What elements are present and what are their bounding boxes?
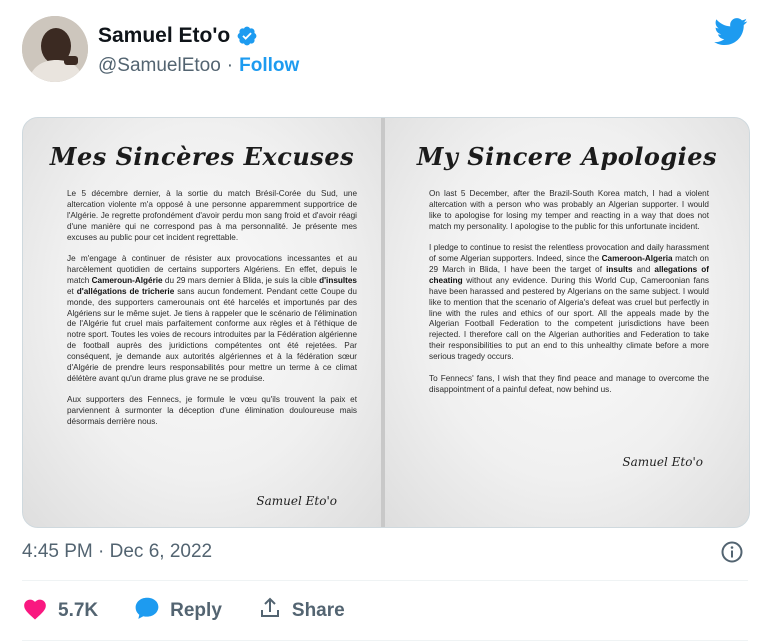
reply-label: Reply (170, 600, 222, 621)
heart-icon (22, 596, 48, 626)
author-name-row (98, 24, 258, 48)
divider (22, 640, 748, 641)
separator-dot: · (226, 55, 234, 76)
twitter-bird-icon[interactable] (714, 18, 748, 51)
statement-title-french: Mes Sincères Excuses (49, 142, 355, 171)
share-icon (258, 596, 282, 626)
verified-badge-icon (236, 25, 258, 47)
paragraph: On last 5 December, after the Brazil-South Korea match, I had a violent altercation with a person who was probably an Algerian supporter. I would like to apologise for losing my temper and reacting in a way that does not match my personality. I apologise to the public for this unfortunate incident. (429, 189, 709, 231)
share-button[interactable] (258, 596, 345, 626)
like-button[interactable] (22, 596, 98, 626)
tweet-actions (22, 596, 381, 626)
statement-title-english: My Sincere Apologies (416, 142, 718, 171)
avatar[interactable] (22, 16, 88, 82)
author-name[interactable]: Samuel Eto'o (98, 24, 231, 47)
author-handle[interactable]: @SamuelEtoo (98, 55, 221, 76)
info-icon[interactable] (720, 540, 744, 569)
paragraph: Aux supporters des Fennecs, je formule le vœu qu'ils trouvent la paix et parviennent à surmonter la déception d'une élimination douloureuse mais désormais derrière nous. (67, 395, 357, 427)
statement-body-english (429, 189, 709, 406)
paragraph: I pledge to continue to resist the relentless provocation and daily harassment of some Algerian supporters. Indeed, since the Cameroon-Algeria match on 29 March in Blida, I have been the target of insults and allegations of cheating without any evidence. During this World Cup, Cameroonian fans have been harassed and pestered by Algerians on the same subject. I would like to mention that the scenario of Algeria's defeat was cruel but perfectly in line with the rules and ethics of our sport. All the appeals made by the Algerian Football Federation to the competent jurisdictions have been rejected. I therefore call on the Algerian authorities and Federation to take their responsibilities to put an end to this unhealthy climate before a more serious tragedy occurs. (429, 243, 709, 362)
tweet-image[interactable] (22, 117, 750, 528)
like-count: 5.7K (58, 600, 99, 621)
statement-english (385, 118, 749, 527)
tweet-timestamp[interactable]: 4:45 PM · Dec 6, 2022 (22, 541, 213, 562)
reply-bubble-icon (134, 596, 160, 626)
statement-french (23, 118, 381, 527)
share-label: Share (291, 600, 345, 621)
follow-button[interactable]: Follow (239, 55, 300, 76)
signature: Samuel Eto'o (256, 494, 337, 508)
signature: Samuel Eto'o (622, 455, 703, 469)
statement-body-french (67, 189, 357, 439)
paragraph: Je m'engage à continuer de résister aux provocations incessantes et au harcèlement quotidien de certains supporters Algériens. En effet, depuis le match Cameroun-Algérie du 29 mars dernier à Blida, je suis la cible d'insultes et d'allégations de tricherie sans aucun fondement. Pendant cette Coupe du monde, des supporters camerounais ont été harcelés et importunés par des Algériens sur le même sujet. Je tiens à rappeler que le scénario de l'élimination de l'Algérie fut cruel mais parfaitement conforme aux règles et à l'éthique de notre sport. Toutes les voies de recours introduites par la Fédération algérienne de football auprès des juridictions compétentes ont été rejetées. Par conséquent, je demande aux autorités algériennes et à la fédération sœur d'Algérie de prendre leurs responsabilités pour mettre un terme à ce climat délétère avant qu'un drame plus grave ne se produise. (67, 254, 357, 383)
reply-button[interactable] (134, 596, 222, 626)
divider (22, 580, 748, 581)
handle-row (98, 55, 299, 77)
tweet-header (22, 14, 748, 86)
paragraph: Le 5 décembre dernier, à la sortie du match Brésil-Corée du Sud, une altercation violente m'a opposé à une personne apparemment supportrice de l'Algérie. Je regrette profondément d'avoir perdu mon sang froid et d'avoir réagi d'une manière qui ne correspond pas à ma personnalité. Je présente mes excuses au public pour cet incident regrettable. (67, 189, 357, 242)
paragraph: To Fennecs' fans, I wish that they find peace and manage to overcome the disappointment of a painful defeat, now behind us. (429, 373, 709, 394)
